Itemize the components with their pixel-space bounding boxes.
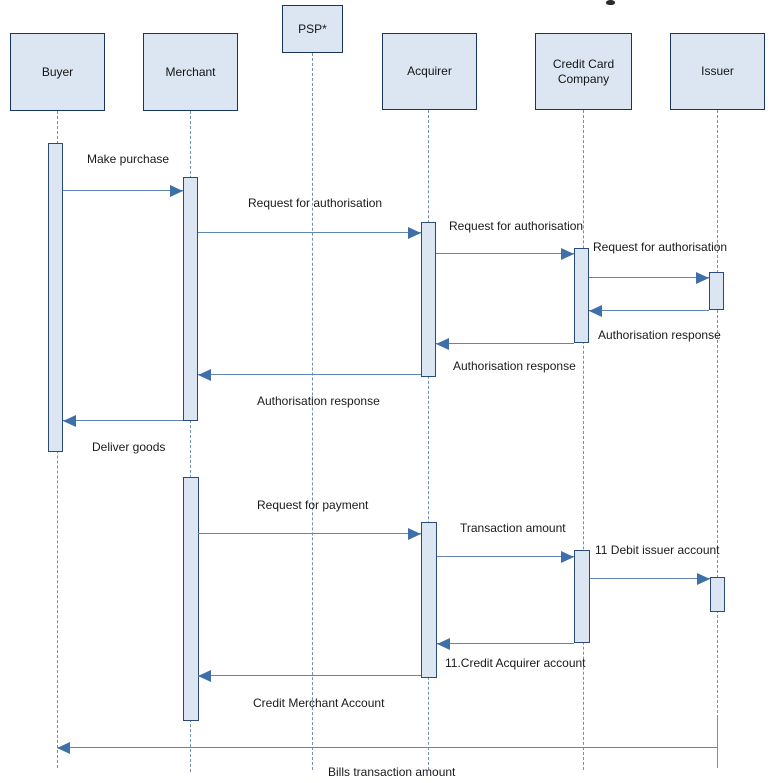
message-line-auth-resp-2: [436, 343, 574, 344]
message-label-req-auth-3: Request for authorisation: [593, 240, 728, 254]
merchant-activation-1: [183, 177, 198, 421]
message-line-make-purchase: [63, 190, 183, 191]
arrow-head-auth-resp-1: [589, 305, 602, 317]
message-label-transaction-amount: Transaction amount: [460, 521, 566, 535]
message-label-credit-acquirer: 11.Credit Acquirer account: [445, 656, 586, 670]
lifeline-issuer: [717, 110, 718, 718]
actor-box-ccc: [535, 33, 632, 110]
arrow-head-make-purchase: [170, 185, 183, 197]
merchant-activation-2: [183, 477, 199, 721]
message-label-auth-resp-3: Authorisation response: [257, 394, 380, 408]
message-label-auth-resp-2: Authorisation response: [453, 359, 576, 373]
actor-label-issuer: Issuer: [701, 64, 734, 78]
arrow-head-req-auth-2: [561, 248, 574, 260]
message-label-make-purchase: Make purchase: [87, 152, 170, 166]
actor-label-acquirer: Acquirer: [407, 64, 452, 78]
arrow-head-debit-issuer: [697, 573, 710, 585]
message-line-auth-resp-1: [589, 310, 709, 311]
message-label-deliver-goods: Deliver goods: [92, 440, 166, 454]
arrow-head-auth-resp-3: [198, 369, 211, 381]
actor-label-buyer: Buyer: [41, 64, 74, 79]
actor-box-acquirer: [382, 33, 477, 110]
ccc-activation-2: [574, 550, 590, 643]
message-label-req-auth-2: Request for authorisation: [449, 219, 584, 233]
message-line-deliver-goods: [63, 420, 183, 421]
actor-box-buyer: [10, 33, 105, 111]
acquirer-activation-1: [421, 222, 436, 377]
actor-label-psp: PSP*: [298, 21, 327, 36]
issuer-activation-2: [710, 577, 725, 612]
issuer-activation-1: [709, 272, 724, 310]
lifeline-psp: [312, 53, 313, 770]
message-line-req-auth-1: [198, 232, 421, 233]
message-line-credit-merchant: [198, 675, 421, 676]
message-line-req-auth-2: [436, 253, 574, 254]
message-label-credit-merchant: Credit Merchant Account: [253, 696, 385, 710]
message-line-debit-issuer: [590, 578, 710, 579]
message-line-credit-acquirer: [437, 643, 574, 644]
arrow-head-credit-merchant: [198, 670, 211, 682]
actor-label-ccc: Credit Card Company: [552, 56, 615, 86]
message-line-transaction-amount: [437, 556, 574, 557]
actor-box-issuer: [670, 33, 765, 110]
issuer-tail: [717, 718, 718, 768]
actor-box-merchant: [143, 33, 238, 111]
arrow-head-req-auth-3: [696, 272, 709, 284]
arrow-head-bills-transaction: [57, 742, 70, 754]
acquirer-activation-2: [421, 522, 437, 678]
message-label-req-auth-1: Request for authorisation: [248, 196, 383, 210]
buyer-activation: [48, 143, 63, 452]
arrow-head-req-auth-1: [408, 227, 421, 239]
message-label-debit-issuer: 11 Debit issuer account: [595, 543, 720, 557]
arrow-head-req-payment: [408, 528, 421, 540]
lifeline-ccc: [583, 110, 584, 770]
message-line-req-payment: [198, 533, 421, 534]
arrow-head-deliver-goods: [63, 415, 76, 427]
message-label-bills-transaction: Bills transaction amount: [328, 765, 456, 779]
clipped-character-fragment: [606, 0, 615, 5]
arrow-head-transaction-amount: [561, 551, 574, 563]
message-line-req-auth-3: [589, 277, 709, 278]
message-label-req-payment: Request for payment: [257, 498, 369, 512]
message-line-auth-resp-3: [198, 374, 421, 375]
message-line-bills-transaction: [57, 747, 717, 748]
ccc-activation-1: [574, 248, 589, 343]
actor-box-psp: [282, 5, 343, 53]
actor-label-merchant: Merchant: [165, 64, 216, 79]
arrow-head-auth-resp-2: [436, 338, 449, 350]
message-label-auth-resp-1: Authorisation response: [598, 328, 721, 342]
arrow-head-credit-acquirer: [437, 638, 450, 650]
